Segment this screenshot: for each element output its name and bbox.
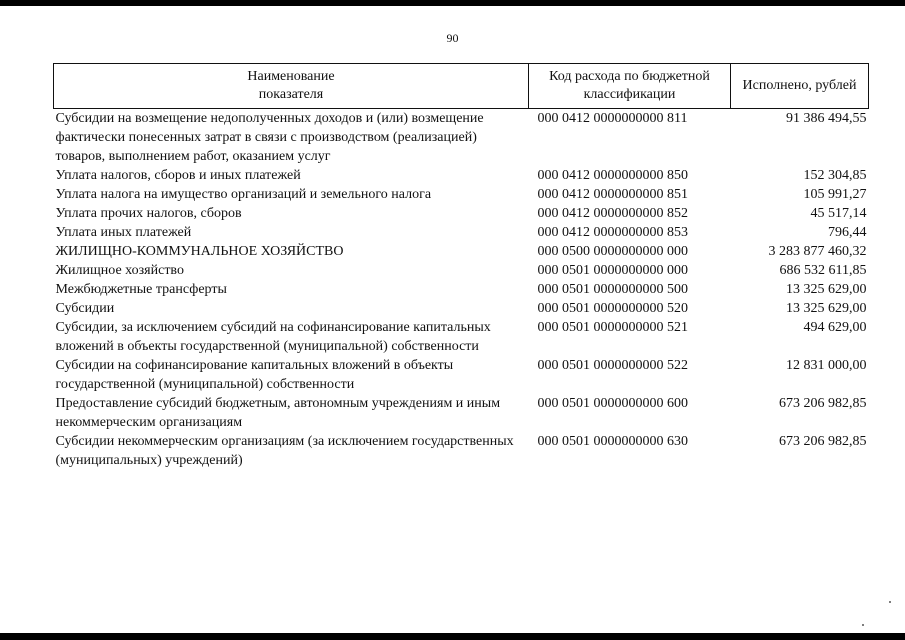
row-name: Субсидии некоммерческим организациям (за исключением государственных (муниципальных) учреждений) <box>55 434 514 468</box>
row-value: 673 206 982,85 <box>779 396 867 411</box>
row-name: Предоставление субсидий бюджетным, автономным учреждениям и иным некоммерческим организациям <box>55 396 501 430</box>
top-edge-rule <box>0 0 905 6</box>
header-indicator-name <box>54 64 529 109</box>
row-value: 105 991,27 <box>803 187 867 202</box>
row-value: 91 386 494,55 <box>786 111 867 126</box>
header-executed-amount-line1: Исполнено, рублей <box>742 78 857 93</box>
header-executed-amount <box>731 64 869 109</box>
row-code: 000 0501 0000000000 520 <box>537 301 688 316</box>
row-code: 000 0412 0000000000 850 <box>537 168 688 183</box>
row-value: 13 325 629,00 <box>786 282 867 297</box>
table-row <box>54 223 869 242</box>
row-code: 000 0501 0000000000 500 <box>537 282 688 297</box>
row-name: Субсидии на возмещение недополученных доходов и (или) возмещение фактически понесенных затрат в связи с производством (реализацией) товаров, выполнением работ, оказанием услуг <box>55 111 484 164</box>
table-row <box>54 204 869 223</box>
row-value: 12 831 000,00 <box>786 358 867 373</box>
scan-speck <box>889 601 891 603</box>
table-row <box>54 242 869 261</box>
row-code: 000 0501 0000000000 000 <box>537 263 688 278</box>
table-row <box>54 299 869 318</box>
row-value: 3 283 877 460,32 <box>768 244 867 259</box>
row-name: Субсидии на софинансирование капитальных вложений в объекты государственной (муниципальной) собственности <box>55 358 454 392</box>
row-value: 13 325 629,00 <box>786 301 867 316</box>
row-name: Межбюджетные трансферты <box>55 282 227 297</box>
table-row <box>54 261 869 280</box>
row-name: Субсидии, за исключением субсидий на софинансирование капитальных вложений в объекты государственной (муниципальной) собственности <box>55 320 491 354</box>
table-row <box>54 318 869 356</box>
row-name: Жилищное хозяйство <box>55 263 184 278</box>
row-code: 000 0500 0000000000 000 <box>537 244 688 259</box>
table-row <box>54 185 869 204</box>
header-indicator-name-line2: показателя <box>258 87 324 102</box>
row-code: 000 0501 0000000000 600 <box>537 396 688 411</box>
row-name: Уплата прочих налогов, сборов <box>55 206 242 221</box>
row-code: 000 0501 0000000000 522 <box>537 358 688 373</box>
row-value: 152 304,85 <box>803 168 867 183</box>
page-number: 90 <box>446 31 459 45</box>
row-code: 000 0412 0000000000 852 <box>537 206 688 221</box>
table-row <box>54 394 869 432</box>
table-header-row <box>54 64 869 109</box>
row-value: 686 532 611,85 <box>779 263 867 278</box>
row-name: Уплата налога на имущество организаций и земельного налога <box>55 187 432 202</box>
row-name: Субсидии <box>55 301 115 316</box>
header-budget-code-line1: Код расхода по бюджетной <box>549 69 710 84</box>
scan-speck <box>862 624 864 626</box>
row-code: 000 0412 0000000000 853 <box>537 225 688 240</box>
row-code: 000 0412 0000000000 851 <box>537 187 688 202</box>
table-row <box>54 432 869 470</box>
table-row <box>54 280 869 299</box>
header-budget-code-line2: классификации <box>583 87 676 102</box>
row-code: 000 0501 0000000000 521 <box>537 320 688 335</box>
row-name: ЖИЛИЩНО-КОММУНАЛЬНОЕ ХОЗЯЙСТВО <box>55 244 344 259</box>
header-budget-code <box>529 64 731 109</box>
row-name: Уплата иных платежей <box>55 225 192 240</box>
row-code: 000 0501 0000000000 630 <box>537 434 688 449</box>
row-name: Уплата налогов, сборов и иных платежей <box>55 168 301 183</box>
row-value: 494 629,00 <box>803 320 867 335</box>
header-indicator-name-line1: Наименование <box>247 69 335 84</box>
table-row <box>54 109 869 167</box>
table-row <box>54 166 869 185</box>
bottom-edge-rule <box>0 633 905 640</box>
row-value: 673 206 982,85 <box>779 434 867 449</box>
budget-execution-table <box>53 63 869 470</box>
row-value: 45 517,14 <box>810 206 867 221</box>
table-row <box>54 356 869 394</box>
row-code: 000 0412 0000000000 811 <box>537 111 688 126</box>
row-value: 796,44 <box>828 225 867 240</box>
